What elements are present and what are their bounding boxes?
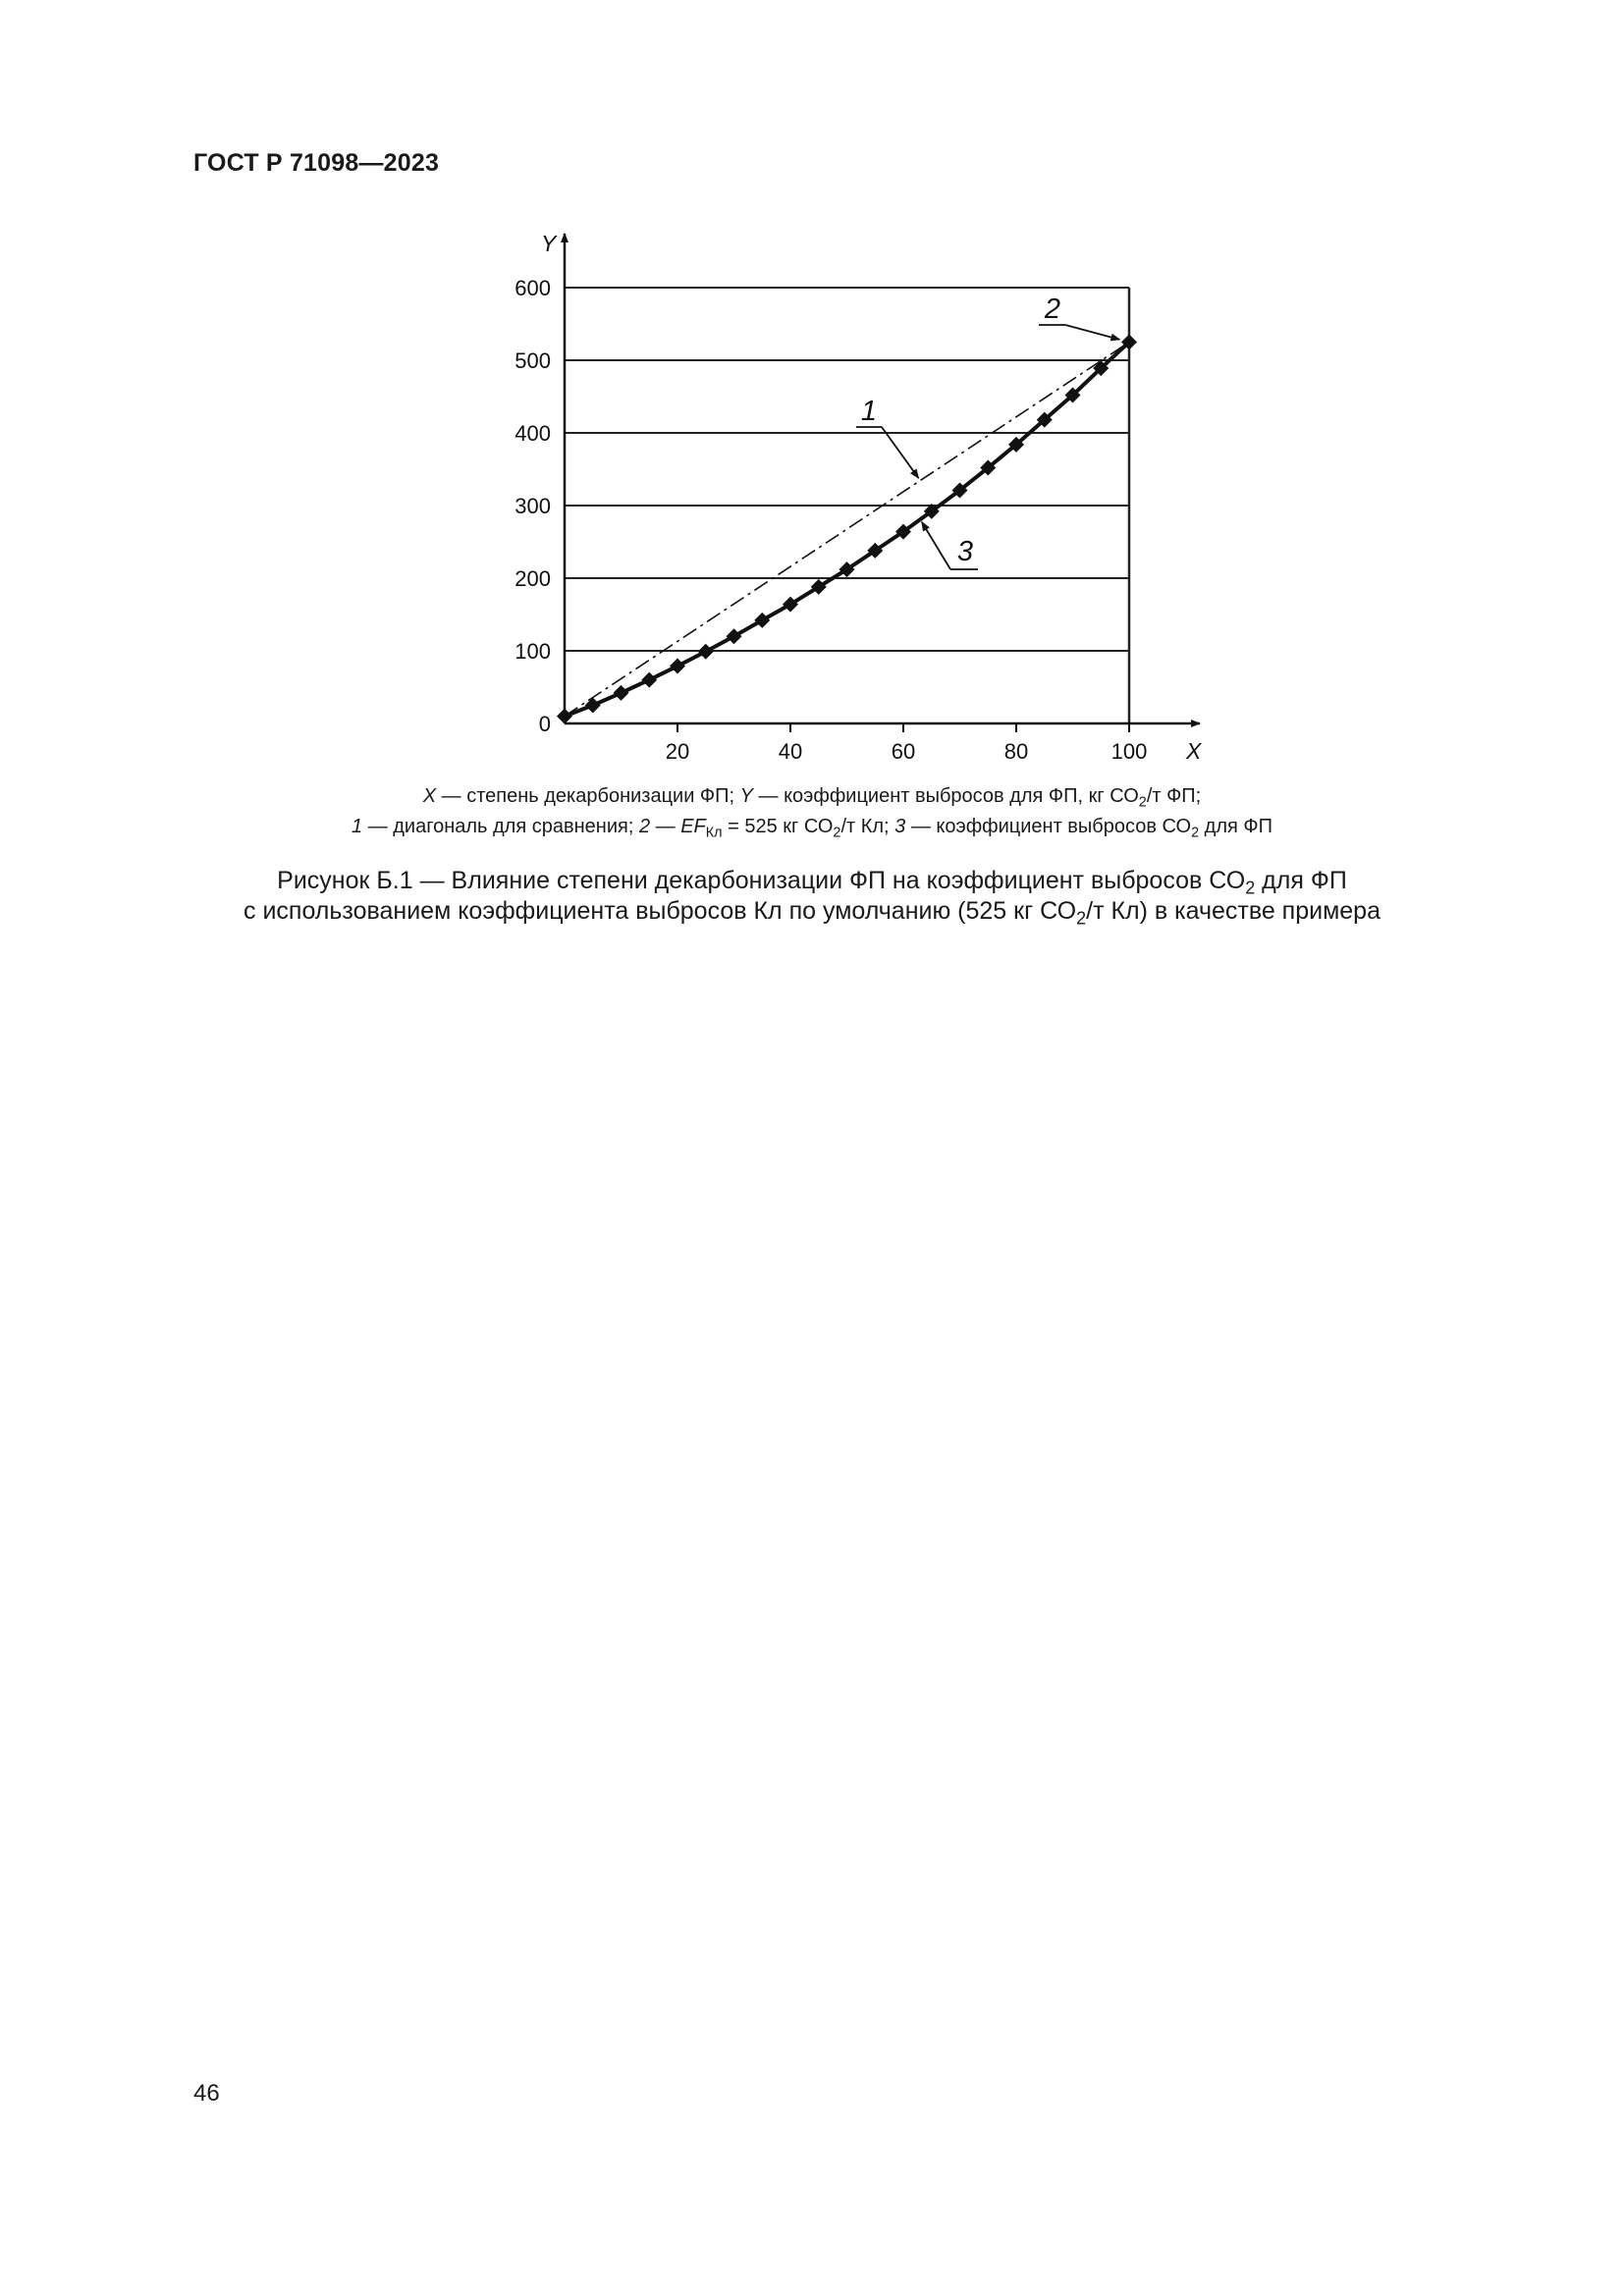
legend-text-2c: /т Кл; bbox=[840, 816, 895, 837]
x-axis-label: X bbox=[1186, 738, 1202, 764]
data-point-emission-factor-25 bbox=[698, 644, 714, 660]
data-point-emission-factor-30 bbox=[727, 628, 742, 644]
x-tick-label-80: 80 bbox=[1003, 739, 1029, 764]
legend-y-text: — коэффициент выбросов для ФП, кг СО bbox=[752, 785, 1139, 807]
y-tick-label-0: 0 bbox=[538, 712, 551, 736]
y-tick-label-200: 200 bbox=[514, 566, 551, 591]
legend-text-2-subscript: 2 bbox=[833, 825, 841, 841]
caption-text-2a: с использованием коэффициента выбросов Кл по умолчанию (525 кг СО bbox=[244, 897, 1077, 925]
data-point-emission-factor-15 bbox=[641, 672, 657, 688]
legend-x-text: — степень декарбонизации ФП; bbox=[436, 785, 740, 807]
data-point-emission-factor-5 bbox=[585, 698, 601, 714]
legend-text-3a: — коэффициент выбросов СО bbox=[905, 816, 1192, 837]
series-diagonal-line bbox=[565, 343, 1129, 717]
figure-legend-line-2 bbox=[0, 812, 1624, 841]
document-header: ГОСТ Р 71098—2023 bbox=[193, 149, 440, 177]
caption-text-1b: для ФП bbox=[1255, 867, 1347, 894]
legend-text-2b: = 525 кг СО bbox=[722, 816, 834, 837]
x-tick-label-100: 100 bbox=[1110, 739, 1148, 764]
y-tick-label-500: 500 bbox=[514, 348, 551, 373]
legend-y-subscript: 2 bbox=[1138, 794, 1147, 811]
data-point-emission-factor-10 bbox=[614, 685, 629, 701]
legend-text-1: — диагональ для сравнения; bbox=[362, 816, 639, 837]
y-axis-label: Y bbox=[541, 231, 557, 256]
data-point-emission-factor-0 bbox=[557, 709, 572, 724]
x-tick-label-60: 60 bbox=[891, 739, 916, 764]
legend-text-3-subscript: 2 bbox=[1191, 825, 1200, 841]
y-tick-label-300: 300 bbox=[514, 494, 551, 518]
data-point-emission-factor-20 bbox=[670, 659, 685, 674]
annotation-label-2: 2 bbox=[1044, 294, 1061, 325]
x-tick-label-40: 40 bbox=[778, 739, 803, 764]
figure-caption-line-1 bbox=[0, 866, 1624, 896]
legend-y-text-end: /т ФП; bbox=[1146, 785, 1202, 807]
legend-y-symbol: Y bbox=[739, 785, 753, 807]
legend-text-3b: для ФП bbox=[1199, 816, 1272, 837]
caption-text-2b: /т Кл) в качестве примера bbox=[1086, 897, 1380, 925]
y-tick-label-400: 400 bbox=[514, 421, 551, 446]
legend-number-3: 3 bbox=[894, 816, 906, 837]
legend-number-2: 2 bbox=[638, 816, 651, 837]
figure-legend-line-1 bbox=[0, 781, 1624, 811]
legend-ef-subscript: Кл bbox=[705, 825, 723, 841]
legend-text-2a: — bbox=[650, 816, 681, 837]
caption-text-1a: Рисунок Б.1 — Влияние степени декарбонизации ФП на коэффициент выбросов СО bbox=[277, 867, 1246, 894]
legend-x-symbol: X bbox=[422, 785, 437, 807]
legend-ef-symbol: EF bbox=[680, 816, 706, 837]
x-tick-label-20: 20 bbox=[665, 739, 690, 764]
y-tick-label-100: 100 bbox=[514, 639, 551, 664]
annotation-leader-2 bbox=[1065, 325, 1119, 340]
annotation-label-1: 1 bbox=[860, 396, 878, 427]
caption-subscript-2: 2 bbox=[1076, 908, 1087, 929]
data-point-emission-factor-35 bbox=[754, 613, 770, 628]
annotation-leader-3 bbox=[922, 522, 950, 569]
y-tick-label-600: 600 bbox=[514, 276, 551, 300]
annotation-leader-1 bbox=[882, 427, 918, 478]
figure-caption-line-2 bbox=[0, 896, 1624, 927]
annotation-label-3: 3 bbox=[956, 536, 974, 567]
legend-number-1: 1 bbox=[352, 816, 363, 837]
page-number: 46 bbox=[193, 2080, 220, 2107]
decarbonization-chart bbox=[0, 0, 1624, 785]
caption-subscript-1: 2 bbox=[1245, 878, 1256, 898]
